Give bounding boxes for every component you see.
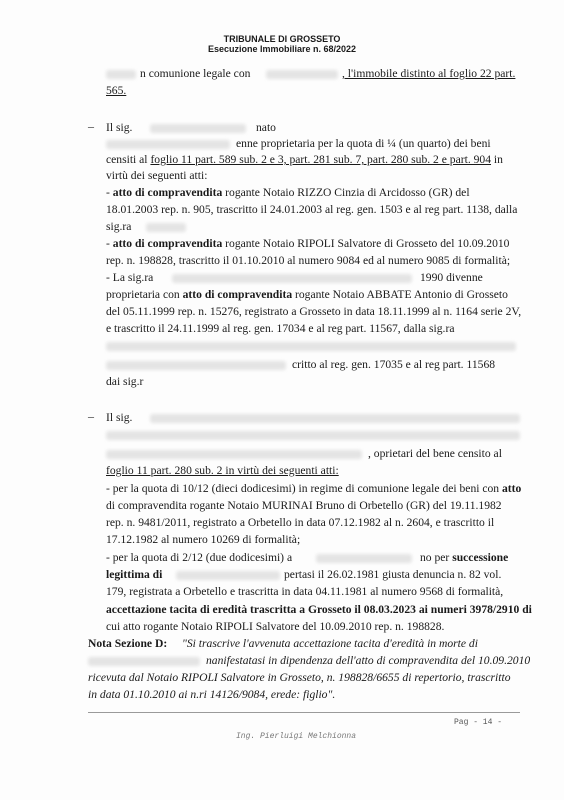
text-line: - per la quota di 2/12 (due dodicesimi) a [106,551,293,564]
redacted-text [316,554,412,563]
text-line: - per la quota di 10/12 (dieci dodicesimi) in regime di comunione legale dei beni con atto [106,482,522,495]
signature: Ing. Pierluigi Melchionna [236,732,357,741]
text-line-parcels: censiti al foglio 11 part. 589 sub. 2 e 3, part. 281 sub. 7, part. 280 sub. 2 e part. 904 in [106,153,503,166]
text-line: - atto di compravendita rogante Notaio RIZZO Cinzia di Arcidosso (GR) del [106,186,470,199]
court-title: TRIBUNALE DI GROSSETO [223,34,341,44]
text-line: 179, registrata a Orbetello e trascritta in data 04.11.1981 al numero 9568 di formalità, [106,585,504,598]
text-line: n comunione legale con [140,67,251,80]
dash-bullet: – [88,119,94,133]
text-line: legittima di [106,568,163,581]
case-number: Esecuzione Immobiliare n. 68/2022 [207,44,357,54]
dash-bullet: – [88,409,94,423]
text-line: foglio 11 part. 280 sub. 2 in virtù dei seguenti atti: [106,464,339,477]
redacted-text [146,223,186,232]
redacted-text [106,431,520,440]
text-line: cui atto rogante Notaio RIPOLI Salvatore del 10.09.2010 rep. n. 198828. [106,620,445,633]
note-label: Nota Sezione D: [88,637,168,650]
text-line: - La sig.ra [106,271,154,284]
footer-divider [88,712,520,713]
text-line [106,153,503,167]
redacted-text [106,70,136,79]
text-line: dai sig.r [106,375,144,388]
text-line: pertasi il 26.02.1981 giusta denuncia n. 82 vol. [284,568,502,581]
text-line: di compravendita rogante Notaio MURINAI Bruno di Orbetello (GR) del 19.11.1982 [106,499,502,512]
text-line: "Si trascrive l'avvenuta accettazione tacita d'eredità in morte di [182,637,478,650]
text-line: sig.ra [106,220,132,233]
redacted-text [88,657,200,666]
text-line: virtù dei seguenti atti: [106,169,208,182]
redacted-text [266,70,338,79]
redacted-text [172,274,412,283]
text-line: 17.12.1982 al numero 10269 di formalità; [106,533,301,546]
text-line: 565. [106,84,127,97]
text-line: e trascritto il 24.11.1999 al reg. gen. 17034 e al reg part. 11567, dalla sig.ra [106,322,455,335]
redacted-text [106,450,362,459]
redacted-text [106,140,230,149]
redacted-text [150,124,246,133]
redacted-text [106,361,286,370]
text-line: 1990 divenne [420,271,483,284]
redacted-text [106,342,516,351]
text-line: enne proprietaria per la quota di ¼ (un quarto) dei beni [236,137,491,150]
text-line: rep. n. 198828, trascritto il 01.10.2010 al numero 9084 ed al numero 9085 di formalità; [106,254,511,267]
text-line: del 05.11.1999 rep. n. 15276, registrato a Grosseto in data 18.11.1999 al n. 1164 serie 2V, [106,305,522,318]
text-line: critto al reg. gen. 17035 e al reg part. 11568 [292,358,496,371]
text-line: nato [256,121,276,134]
text-line: 18.01.2003 rep. n. 905, trascritto il 24.01.2003 al reg. gen. 1503 e al reg part. 1138, dalla [106,203,518,216]
text-line: proprietaria con atto di compravendita rogante Notaio ABBATE Antonio di Grosseto [106,288,508,301]
text-line: - atto di compravendita rogante Notaio RIPOLI Salvatore di Grosseto del 10.09.2010 [106,237,510,250]
text-line: ricevuta dal Notaio RIPOLI Salvatore in Grosseto, n. 198828/6655 di repertorio, trascritto [88,671,511,684]
text-line: nanifestatasi in dipendenza dell'atto di compravendita del 10.09.2010 [206,654,531,667]
text-line: Il sig. [106,121,133,134]
text-line: rep. n. 9481/2011, registrato a Orbetello in data 07.12.1982 al n. 2604, e trascritto il [106,516,495,529]
text-line: no per successione [420,551,509,564]
page-number: Pag - 14 - [454,718,503,727]
text-line: , oprietari del bene censito al [368,447,502,460]
text-line: , l'immobile distinto al foglio 22 part. [342,67,516,80]
text-line: in data 01.10.2010 ai n.ri 14126/9084, erede: figlio". [88,688,336,701]
redacted-text [150,414,520,423]
redacted-text [176,571,280,580]
text-line: accettazione tacita di eredità trascritta a Grosseto il 08.03.2023 ai numeri 3978/2910 di [106,603,532,616]
text-line: Il sig. [106,411,133,424]
